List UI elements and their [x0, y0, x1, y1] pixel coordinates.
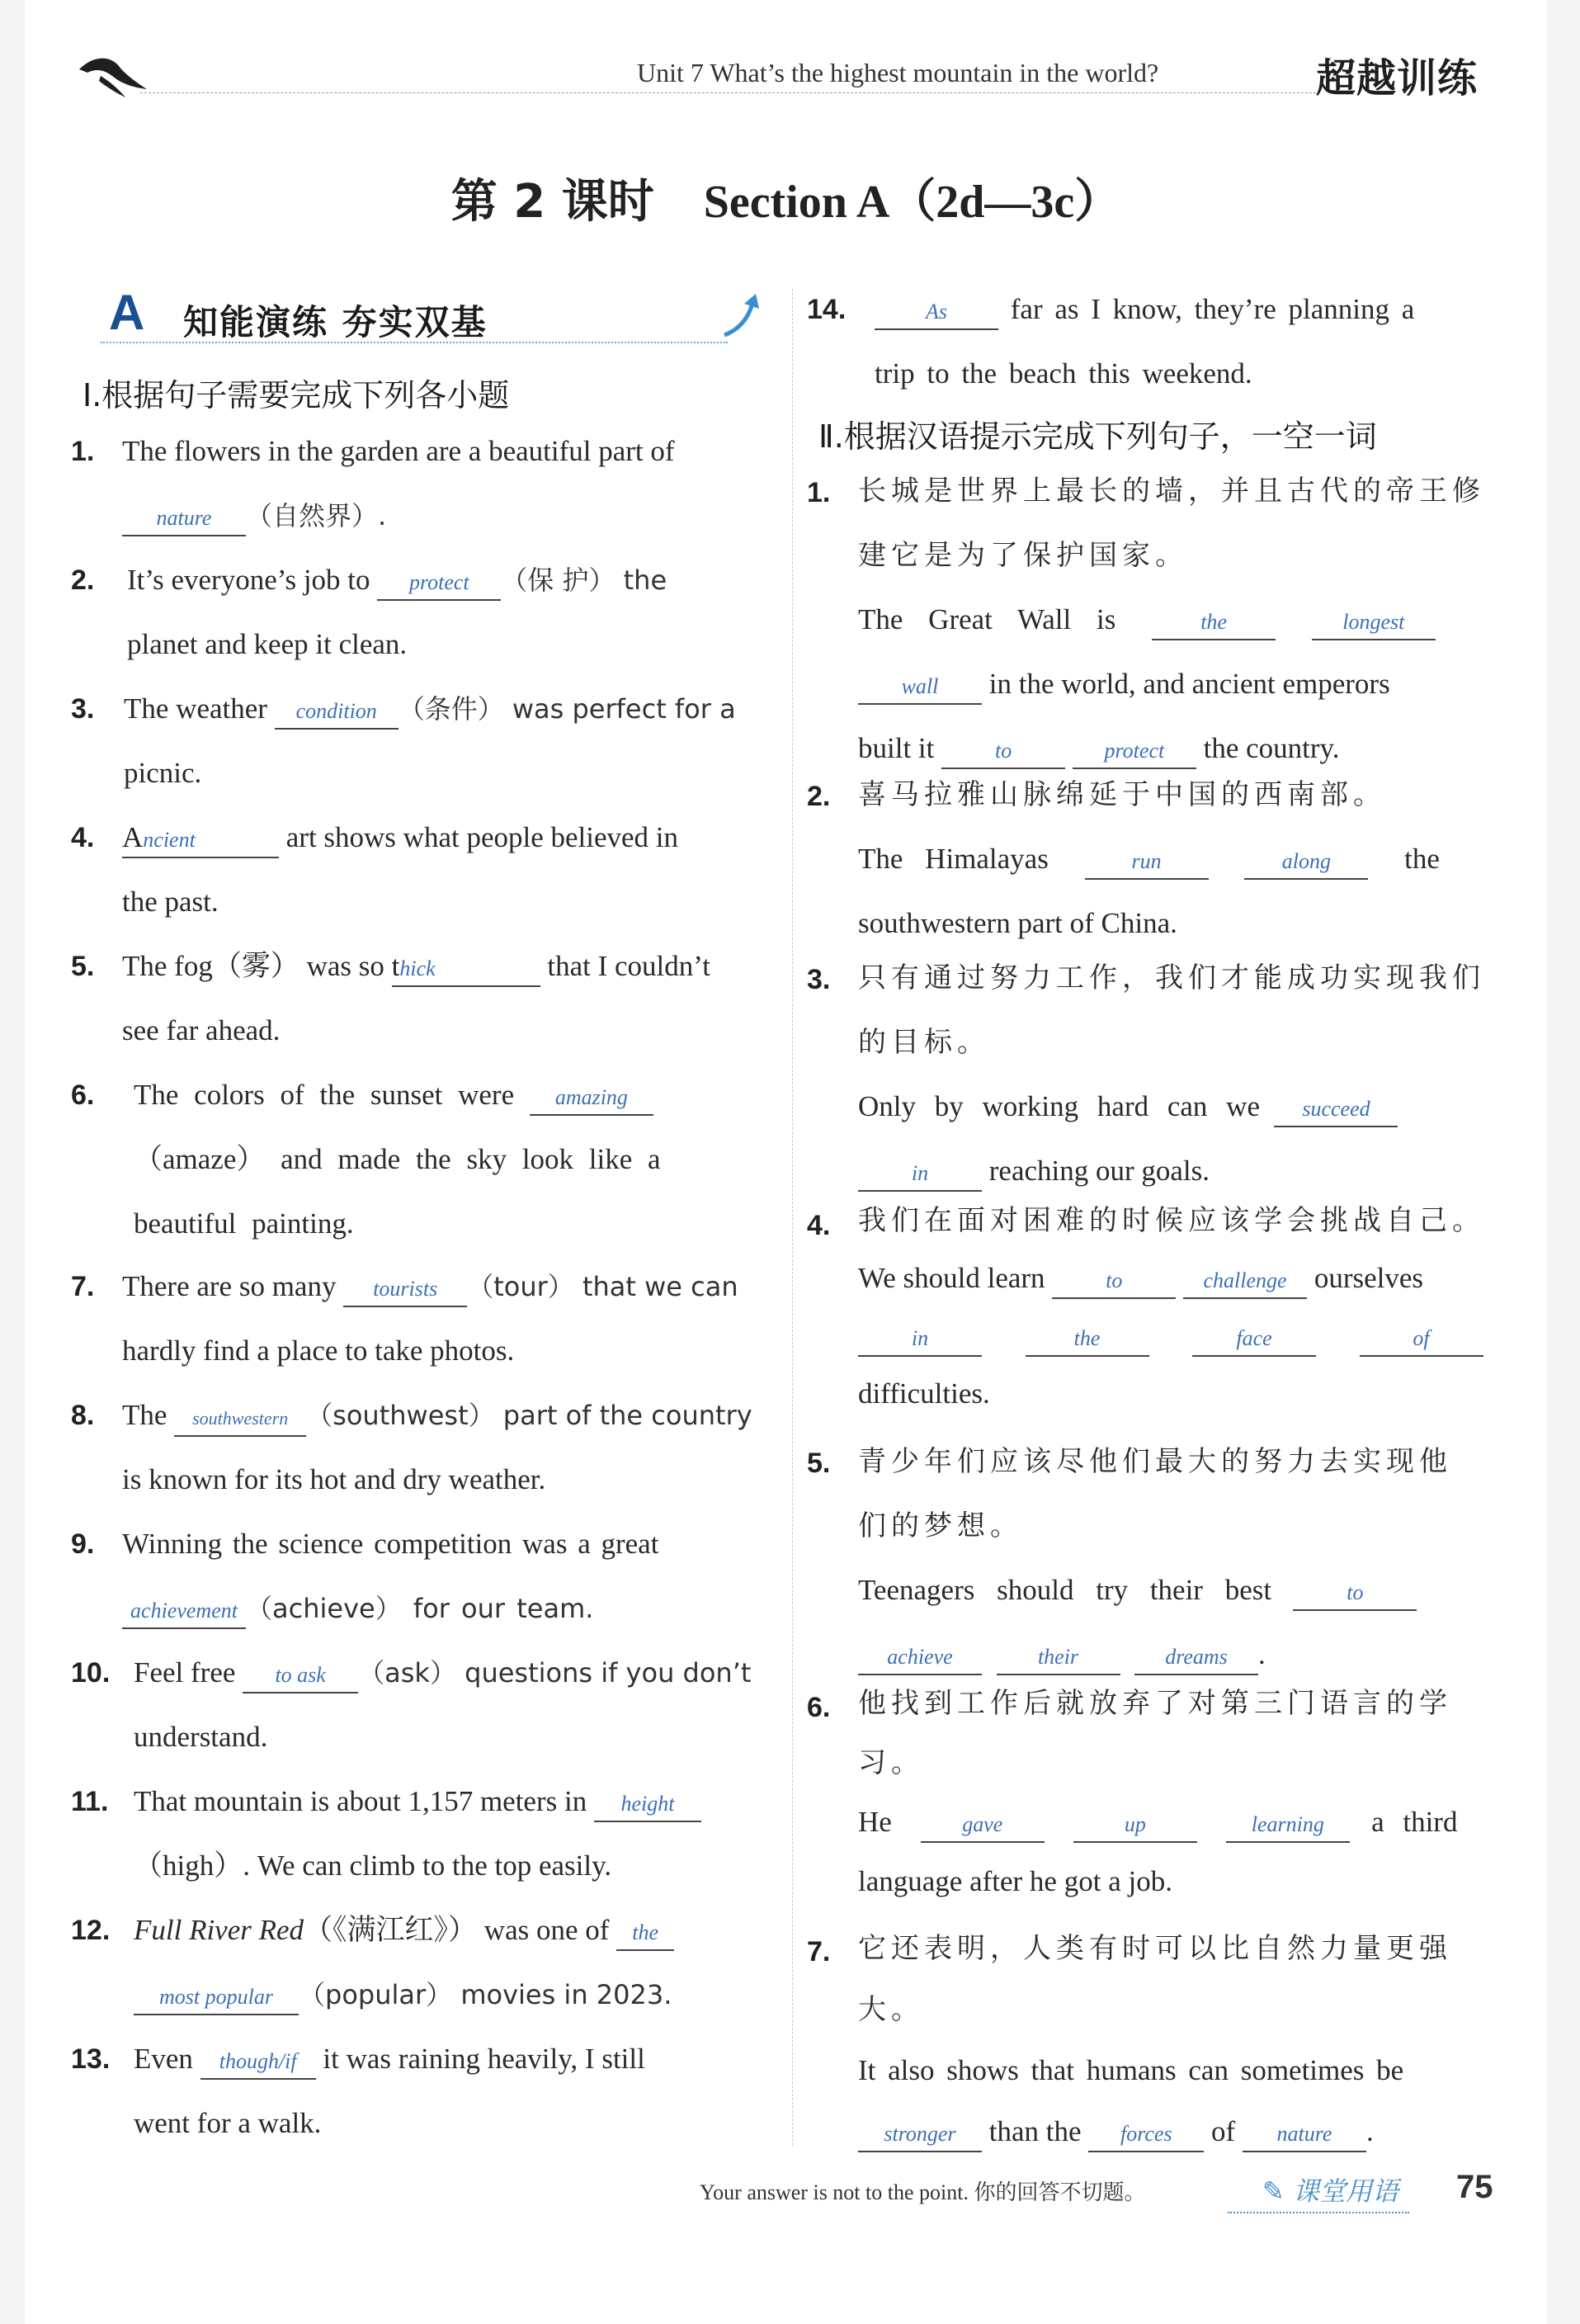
question-4 [122, 805, 774, 934]
sentence-text: the [1404, 843, 1440, 875]
column-divider [792, 289, 793, 2146]
question-text: The [122, 1399, 167, 1431]
item-number: 5. [71, 951, 95, 982]
sentence-text: in the world, and ancient emperors [988, 668, 1390, 700]
answer-blank[interactable]: to ask [243, 1659, 358, 1693]
translation-7 [858, 1918, 1510, 2162]
sentence-text: The Himalayas [858, 843, 1049, 875]
chinese-prompt: 们的梦想。 [858, 1509, 1023, 1542]
answer-blank[interactable]: in [858, 1322, 982, 1357]
answer-blank[interactable]: challenge [1183, 1264, 1307, 1299]
item-number: 2. [807, 781, 831, 812]
item-number: 4. [807, 1210, 831, 1241]
sentence-text: a third [1371, 1806, 1458, 1838]
question-7 [122, 1254, 774, 1383]
answer-blank[interactable]: gave [921, 1808, 1045, 1843]
chinese-prompt: 大。 [858, 1993, 924, 2026]
question-text: （《满江红》） was one of [304, 1914, 610, 1946]
item-number: 3. [807, 964, 831, 995]
section-underline [101, 342, 728, 343]
item-number: 8. [71, 1400, 95, 1431]
section-a-badge [94, 284, 754, 350]
answer-blank[interactable]: height [594, 1788, 701, 1822]
item-number: 9. [71, 1528, 95, 1560]
item-number: 10. [71, 1657, 111, 1689]
chinese-prompt: 喜马拉雅山脉绵延于中国的西南部。 [858, 778, 1386, 811]
header-rule [140, 92, 1316, 93]
answer-blank[interactable]: achievement [122, 1594, 246, 1629]
translation-6 [858, 1674, 1510, 1911]
given-letter: A [122, 821, 144, 853]
answer-blank[interactable]: their [997, 1641, 1120, 1675]
item-number: 7. [71, 1271, 95, 1302]
answer-blank[interactable]: the [1026, 1322, 1149, 1357]
answer-blank[interactable]: dreams [1134, 1641, 1258, 1675]
sentence-text: It also shows that humans can sometimes be [858, 2054, 1404, 2086]
answer-blank[interactable]: wall [858, 670, 982, 705]
question-text: That mountain is about 1,157 meters in [134, 1785, 587, 1817]
answer-blank[interactable]: of [1360, 1322, 1483, 1357]
answer-blank[interactable]: to [1052, 1264, 1176, 1299]
answer-blank[interactable]: forces [1088, 2118, 1204, 2152]
item-number: 3. [71, 693, 95, 725]
answer-blank[interactable]: though/if [200, 2045, 316, 2080]
answer-blank[interactable]: nature [1243, 2118, 1366, 2152]
answer-blank[interactable]: learning [1226, 1808, 1350, 1843]
footer-rule [1228, 2212, 1409, 2213]
chinese-prompt: 建它是为了保护国家。 [858, 539, 1188, 572]
sentence-text: southwestern part of China. [858, 907, 1177, 939]
answer-blank[interactable]: longest [1312, 606, 1436, 640]
question-12 [134, 1898, 774, 2027]
footer-phrase: Your answer is not to the point. 你的回答不切题。 [700, 2180, 1146, 2204]
answer-blank[interactable]: to [941, 735, 1065, 769]
question-14 [875, 277, 1510, 406]
question-text: art shows what people believed in [279, 821, 679, 853]
sentence-text: The Great Wall is [858, 603, 1116, 635]
sentence-text: language after he got a job. [858, 1865, 1172, 1897]
question-text: see far ahead. [122, 1014, 281, 1046]
question-text: Feel free [134, 1656, 236, 1689]
question-text: The fog（雾） was so [122, 950, 384, 982]
item-number: 5. [807, 1448, 831, 1479]
sentence-text: He [858, 1806, 892, 1838]
hint-text: （achieve） for our team. [246, 1593, 594, 1624]
sentence-text: reaching our goals. [988, 1155, 1210, 1187]
item-number: 13. [71, 2043, 111, 2075]
part-two-title: Ⅱ.根据汉语提示完成下列句子，一空一词 [818, 418, 1377, 455]
question-text: hardly find a place to take photos. [122, 1334, 515, 1367]
translation-1 [858, 459, 1510, 781]
answer-text: ncient [143, 828, 196, 852]
hint-text: （ask） questions if you don’t [358, 1657, 752, 1689]
answer-blank[interactable]: the [616, 1916, 674, 1951]
swoosh-arrow-icon [723, 290, 764, 338]
item-number: 2. [71, 564, 95, 596]
sentence-text: than the [988, 2115, 1082, 2147]
bird-logo-icon [76, 51, 150, 101]
hint-text: （自然界）. [246, 500, 387, 531]
question-6 [134, 1063, 774, 1256]
question-9 [122, 1512, 774, 1641]
answer-blank[interactable]: amazing [530, 1081, 653, 1116]
chinese-prompt: 我们在面对困难的时候应该学会挑战自己。 [858, 1204, 1485, 1237]
question-text: far as I know, they’re planning a [1010, 293, 1415, 325]
sentence-text: Teenagers should try their best [858, 1574, 1272, 1606]
chinese-prompt: 他找到工作后就放弃了对第三门语言的学 [858, 1687, 1452, 1720]
question-text: （high）. We can climb to the top easily. [134, 1849, 612, 1882]
sentence-text: . [1258, 1638, 1266, 1670]
unit-title: Unit 7 What’s the highest mountain in the world? [637, 58, 1159, 87]
hint-text: （tour） that we can [467, 1271, 738, 1302]
question-text: There are so many [122, 1270, 337, 1302]
answer-blank[interactable]: succeed [1274, 1093, 1398, 1127]
answer-blank[interactable] [392, 950, 540, 987]
answer-blank[interactable]: protect [377, 566, 501, 601]
movie-title: Full River Red [134, 1914, 304, 1946]
pen-icon: ✎ [1262, 2175, 1285, 2207]
sentence-text: of [1211, 2115, 1236, 2147]
question-text: went for a walk. [134, 2107, 322, 2139]
sentence-text: built it [858, 732, 935, 764]
question-text: that I couldn’t [540, 950, 711, 982]
answer-blank[interactable]: condition [275, 695, 399, 730]
answer-blank[interactable]: nature [122, 502, 246, 536]
sentence-text: difficulties. [858, 1377, 990, 1410]
question-text: Even [134, 2043, 193, 2075]
lesson-title [25, 165, 1547, 231]
lesson-section: Section A（2d—3c） [703, 177, 1121, 228]
question-text: picnic. [124, 757, 202, 789]
hint-text: （条件） was perfect for a [398, 693, 736, 725]
answer-blank[interactable]: achieve [858, 1641, 982, 1675]
question-text: is known for its hot and dry weather. [122, 1463, 546, 1495]
answer-blank[interactable]: face [1192, 1322, 1316, 1357]
question-text: The weather [124, 692, 267, 725]
answer-blank[interactable] [122, 821, 279, 858]
translation-4 [858, 1192, 1510, 1423]
sentence-text: ourselves [1314, 1262, 1424, 1294]
question-text: planet and keep it clean. [127, 628, 408, 660]
answer-blank[interactable]: in [858, 1157, 982, 1192]
answer-blank[interactable]: protect [1073, 735, 1196, 769]
question-10 [134, 1641, 774, 1769]
sentence-text: Only by working hard can we [858, 1090, 1260, 1122]
question-text: it was raining heavily, I still [323, 2043, 645, 2075]
question-text: beautiful painting. [134, 1207, 354, 1240]
chinese-prompt: 习。 [858, 1746, 924, 1779]
footer-brand [1262, 2170, 1398, 2208]
workbook-page [25, 0, 1547, 2324]
question-text: （amaze） and made the sky look like a [134, 1143, 661, 1175]
sentence-text: We should learn [858, 1262, 1045, 1294]
item-number: 14. [807, 294, 847, 325]
given-letter: t [391, 950, 400, 982]
translation-2 [858, 763, 1510, 956]
page-number: 75 [1456, 2169, 1493, 2205]
question-2 [127, 548, 774, 677]
answer-blank[interactable]: along [1244, 845, 1368, 880]
series-brand: 超越训练 [1316, 55, 1479, 102]
question-text: the past. [122, 886, 219, 918]
answer-blank[interactable]: to [1293, 1576, 1417, 1611]
chinese-prompt: 它还表明，人类有时可以比自然力量更强 [858, 1932, 1452, 1965]
sentence-text: the country. [1203, 732, 1340, 764]
chinese-prompt: 只有通过努力工作，我们才能成功实现我们 [858, 961, 1485, 994]
translation-5 [858, 1429, 1510, 1687]
question-8 [122, 1383, 774, 1512]
lesson-number: 第 2 课时 [450, 175, 654, 229]
question-5 [122, 934, 774, 1063]
hint-text: （保 护） the [501, 564, 667, 596]
answer-text: hick [399, 957, 436, 980]
answer-blank[interactable]: up [1073, 1808, 1197, 1843]
question-text: It’s everyone’s job to [127, 564, 370, 596]
answer-blank[interactable]: As [875, 295, 998, 330]
answer-blank[interactable]: tourists [343, 1273, 467, 1307]
question-text: understand. [134, 1721, 268, 1753]
item-number: 6. [71, 1079, 95, 1111]
translation-3 [858, 946, 1510, 1203]
section-title: 知能演练 夯实双基 [183, 302, 488, 342]
answer-blank[interactable]: stronger [858, 2118, 982, 2152]
question-1 [122, 419, 774, 548]
question-text: The colors of the sunset were [134, 1079, 515, 1111]
chinese-prompt: 长城是世界上最长的墙，并且古代的帝王修 [858, 475, 1485, 508]
item-number: 4. [71, 822, 95, 853]
sentence-text: . [1365, 2115, 1374, 2147]
answer-blank[interactable]: run [1085, 845, 1209, 880]
footer-brand-label: 课堂用语 [1292, 2175, 1398, 2207]
question-text: trip to the beach this weekend. [875, 357, 1252, 390]
chinese-prompt: 的目标。 [858, 1026, 990, 1059]
question-text: Winning the science competition was a great [122, 1528, 659, 1560]
item-number: 12. [71, 1915, 111, 1946]
question-3 [124, 677, 774, 805]
item-number: 1. [71, 436, 95, 467]
hint-text: （southwest） part of the country [306, 1400, 752, 1431]
question-13 [134, 2027, 774, 2156]
item-number: 7. [807, 1936, 831, 1967]
chinese-prompt: 青少年们应该尽他们最大的努力去实现他 [858, 1445, 1452, 1478]
section-letter: A [109, 285, 145, 340]
answer-blank[interactable]: most popular [134, 1981, 299, 2015]
question-11 [134, 1769, 774, 1898]
question-text: The flowers in the garden are a beautiful part of [122, 435, 675, 467]
answer-blank[interactable]: southwestern [174, 1402, 306, 1437]
item-number: 6. [807, 1692, 831, 1723]
part-one-title: Ⅰ.根据句子需要完成下列各小题 [83, 377, 510, 413]
answer-blank[interactable]: the [1152, 606, 1276, 640]
item-number: 11. [71, 1786, 109, 1817]
item-number: 1. [807, 477, 831, 508]
hint-text: （popular） movies in 2023. [299, 1979, 672, 2010]
